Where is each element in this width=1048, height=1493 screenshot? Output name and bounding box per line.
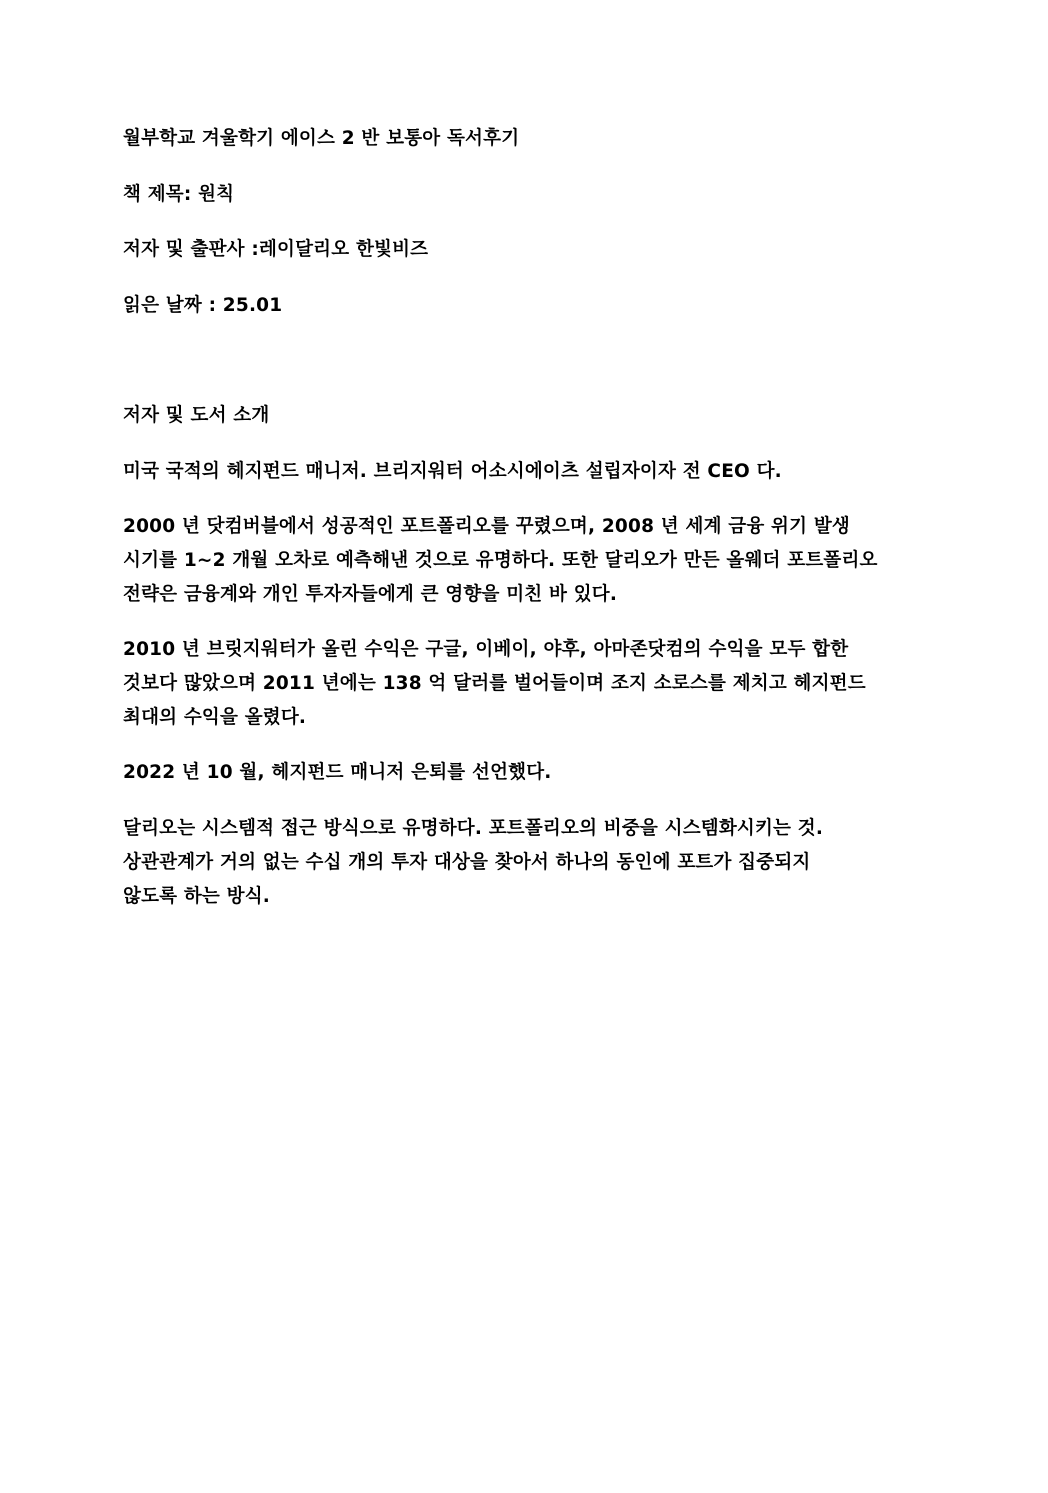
paragraph-line: 시기를 1~2 개월 오차로 예측해낸 것으로 유명하다. 또한 달리오가 만든 올웨더 포트폴리오 <box>123 550 878 571</box>
paragraph-line: 전략은 금융계와 개인 투자자들에게 큰 영향을 미친 바 있다. <box>123 584 618 605</box>
paragraph-career <box>123 510 943 612</box>
paragraph-retirement <box>123 756 943 790</box>
author-publisher: 저자 및 출판사 :레이달리오 한빛비즈 <box>123 239 429 260</box>
paragraph-line: 미국 국적의 헤지펀드 매니저. 브리지워터 어소시에이츠 설립자이자 전 CEO 다. <box>123 461 782 482</box>
book-title: 책 제목: 원칙 <box>123 184 235 205</box>
paragraph-earnings <box>123 633 943 735</box>
paragraph-line: 2000 년 닷컴버블에서 성공적인 포트폴리오를 꾸렸으며, 2008 년 세계 금융 위기 발생 <box>123 516 850 537</box>
paragraph-author-intro <box>123 455 943 489</box>
paragraph-line: 것보다 많았으며 2011 년에는 138 억 달러를 벌어들이며 조지 소로스를 제치고 헤지펀드 <box>123 673 866 694</box>
document-title: 월부학교 겨울학기 에이스 2 반 보통아 독서후기 <box>123 128 520 149</box>
paragraph-line: 상관관계가 거의 없는 수십 개의 투자 대상을 찾아서 하나의 동인에 포트가 집중되지 <box>123 852 811 873</box>
paragraph-line: 2010 년 브릿지워터가 올린 수익은 구글, 이베이, 야후, 아마존닷컴의 수익을 모두 합한 <box>123 639 849 660</box>
paragraph-line: 않도록 하는 방식. <box>123 886 271 907</box>
read-date: 읽은 날짜 : 25.01 <box>123 295 283 316</box>
section-heading: 저자 및 도서 소개 <box>123 405 270 426</box>
paragraph-line: 최대의 수익을 올렸다. <box>123 707 307 728</box>
paragraph-line: 달리오는 시스템적 접근 방식으로 유명하다. 포트폴리오의 비중을 시스템화시키는 것. <box>123 818 824 839</box>
paragraph-line: 2022 년 10 월, 헤지펀드 매니저 은퇴를 선언했다. <box>123 762 552 783</box>
paragraph-system-approach <box>123 812 943 914</box>
